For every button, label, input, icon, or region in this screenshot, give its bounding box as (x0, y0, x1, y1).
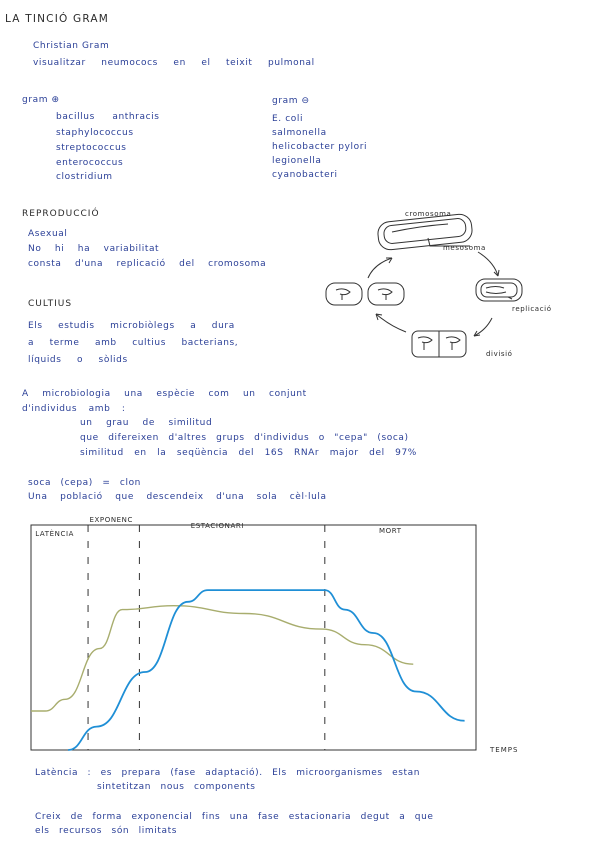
gram-pos-item: streptococcus (56, 143, 127, 153)
gram-neg-item: cyanobacteri (272, 170, 338, 180)
gram-neg-item: legionella (272, 156, 322, 166)
especie-line: A microbiologia una espècie com un conjunt (22, 389, 307, 399)
cultius-line: Els estudis microbiòlegs a dura (28, 321, 235, 331)
divisio-label: divisió (486, 350, 513, 358)
note-line: sintetitzan nous components (97, 782, 256, 792)
x-axis-label: TEMPS (490, 746, 519, 754)
page-title: LA TINCIÓ GRAM (5, 13, 110, 25)
gram-pos-item: clostridium (56, 172, 113, 182)
especie-line: similitud en la seqüència del 16S RNAr major del 97% (80, 448, 417, 458)
note-line: Creix de forma exponencial fins una fase estacionaria degut a que (35, 812, 434, 822)
cultius-line: líquids o sòlids (28, 355, 128, 365)
reproduccio-line: No hi ha variabilitat (28, 244, 160, 254)
cromosoma-label: cromosoma (405, 210, 452, 218)
gram-neg-heading: gram ⊖ (272, 96, 310, 106)
reproduccio-line: consta d'una replicació del cromosoma (28, 259, 267, 269)
gram-pos-item: enterococcus (56, 158, 124, 168)
soca-line: soca (cepa) = clon (28, 478, 141, 488)
phase-label: LATÈNCIA (35, 530, 75, 538)
phase-label: MORT (379, 527, 402, 535)
growth-curve-line (68, 590, 465, 750)
gram-pos-heading: gram ⊕ (22, 95, 60, 105)
gram-neg-item: helicobacter pylori (272, 142, 368, 152)
gram-neg-item: E. coli (272, 114, 304, 124)
especie-line: que difereixen d'altres grups d'individus o "cepa" (soca) (80, 433, 409, 443)
gram-pos-item: staphylococcus (56, 128, 134, 138)
soca-line: Una població que descendeix d'una sola cèl·lula (28, 492, 327, 502)
cultius-line: a terme amb cultius bacterians, (28, 338, 239, 348)
cultius-heading: CULTIUS (28, 299, 73, 309)
gram-pos-item: bacillus anthracis (56, 112, 160, 122)
note-line: Latència : es prepara (fase adaptació). Els microorganismes estan (35, 768, 421, 778)
gram-neg-item: salmonella (272, 128, 327, 138)
especie-line: un grau de similitud (80, 418, 213, 428)
phase-label: EXPONENC (89, 516, 134, 524)
replicacio-label: replicació (512, 305, 552, 313)
reproduccio-heading: REPRODUCCIÓ (22, 209, 100, 219)
phase-label: ESTACIONARI (190, 522, 245, 530)
intro-line: visualitzar neumococs en el teixit pulmonal (33, 58, 315, 68)
especie-line: d'individus amb : (22, 404, 126, 414)
mesosoma-label: mesosoma (443, 244, 486, 252)
reproduccio-sub: Asexual (28, 229, 68, 239)
intro-line: Christian Gram (33, 41, 110, 51)
note-line: els recursos són limitats (35, 826, 178, 836)
chart-frame (31, 525, 476, 750)
